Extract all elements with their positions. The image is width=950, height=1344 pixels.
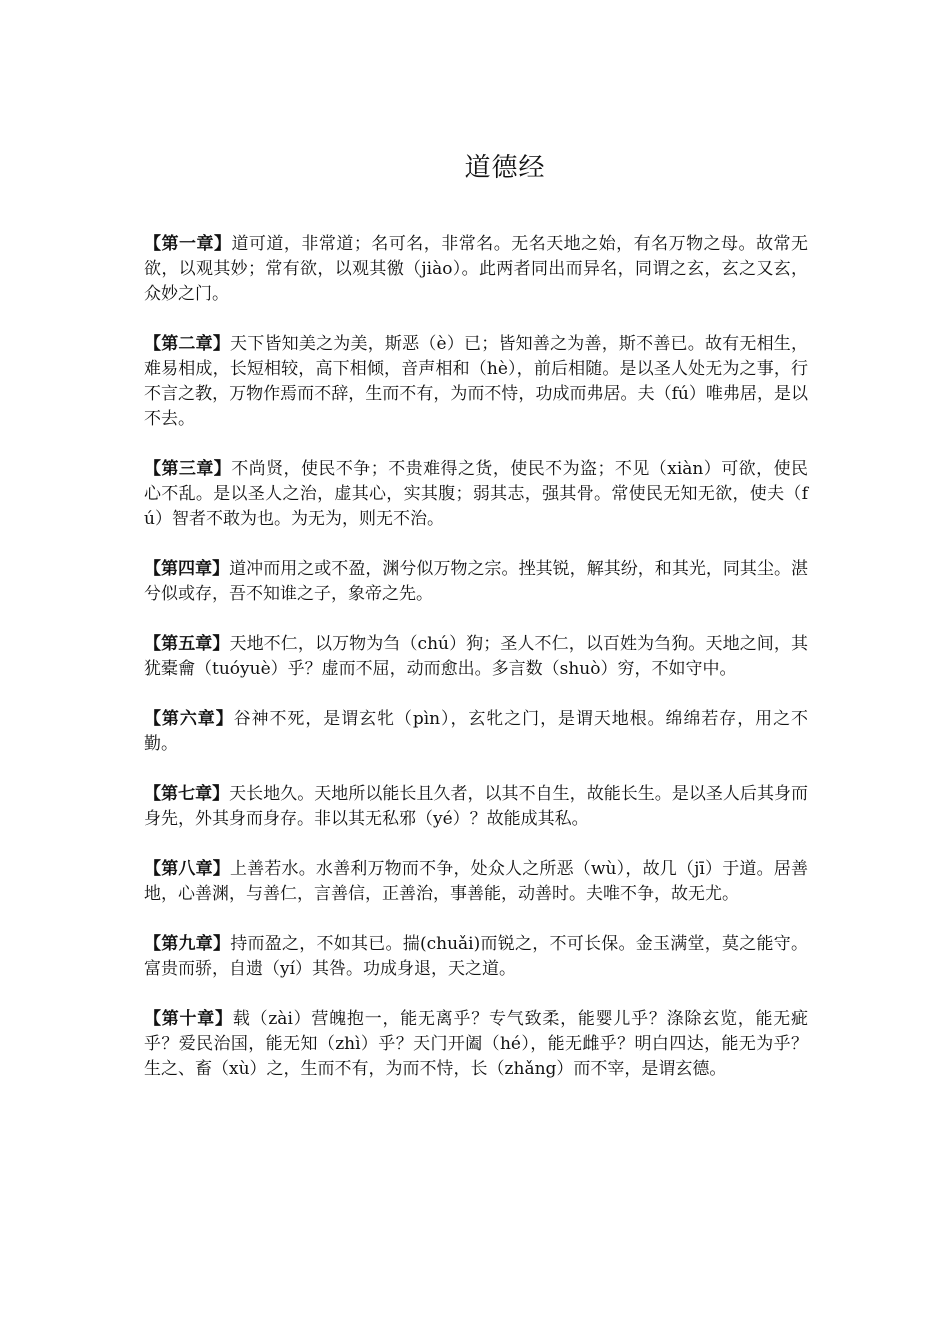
- chapter-text: 天长地久。天地所以能长且久者，以其不自生，故能长生。是以圣人后其身而身先，外其身而身存。非以其无私邪（yé）？故能成其私。: [144, 784, 809, 829]
- chapter-text: 谷神不死，是谓玄牝（pìn），玄牝之门，是谓天地根。绵绵若存，用之不勤。: [144, 709, 808, 754]
- chapter-label: 【第八章】: [144, 859, 230, 879]
- chapter-label: 【第五章】: [144, 634, 230, 654]
- chapter-label: 【第九章】: [144, 934, 231, 954]
- chapter-2: [144, 332, 808, 432]
- chapter-6: [144, 707, 808, 757]
- chapter-7: [144, 782, 808, 832]
- chapter-5: [144, 632, 808, 682]
- chapter-8: [144, 857, 808, 907]
- chapter-text: 持而盈之，不如其已。揣(chuǎi)而锐之，不可长保。金玉满堂，莫之能守。富贵而骄，自遗（yí）其咎。功成身退，天之道。: [144, 934, 808, 979]
- chapter-text: 上善若水。水善利万物而不争，处众人之所恶（wù），故几（jī）于道。居善地，心善渊，与善仁，言善信，正善治，事善能，动善时。夫唯不争，故无尤。: [144, 859, 808, 904]
- chapter-label: 【第一章】: [144, 234, 232, 254]
- chapter-text: 天地不仁，以万物为刍（chú）狗；圣人不仁，以百姓为刍狗。天地之间，其犹橐龠（tuóyuè）乎？虚而不屈，动而愈出。多言数（shuò）穷，不如守中。: [144, 634, 808, 679]
- chapter-text: 不尚贤，使民不争；不贵难得之货，使民不为盗；不见（xiàn）可欲，使民心不乱。是以圣人之治，虚其心，实其腹；弱其志，强其骨。常使民无知无欲，使夫（fú）智者不敢为也。为无为，则无不治。: [144, 459, 809, 529]
- chapter-9: [144, 932, 808, 982]
- document-body: [144, 232, 808, 1107]
- chapter-text: 载（zài）营魄抱一，能无离乎？专气致柔，能婴儿乎？涤除玄览，能无疵乎？爱民治国，能无知（zhì）乎？天门开阖（hé），能无雌乎？明白四达，能无为乎？生之、畜（xù）之，生而不有，为而不恃，长（zhǎng）而不宰，是谓玄德。: [144, 1009, 809, 1079]
- document-title: 道德经: [464, 153, 546, 183]
- chapter-10: [144, 1007, 808, 1082]
- chapter-label: 【第三章】: [144, 459, 232, 479]
- chapter-4: [144, 557, 808, 607]
- chapter-label: 【第四章】: [144, 559, 230, 579]
- chapter-text: 道冲而用之或不盈，渊兮似万物之宗。挫其锐，解其纷，和其光，同其尘。湛兮似或存，吾不知谁之子，象帝之先。: [144, 559, 809, 604]
- chapter-text: 道可道，非常道；名可名，非常名。无名天地之始，有名万物之母。故常无欲，以观其妙；常有欲，以观其徼（jiào）。此两者同出而异名，同谓之玄，玄之又玄，众妙之门。: [144, 234, 809, 304]
- chapter-label: 【第十章】: [144, 1009, 233, 1029]
- chapter-label: 【第二章】: [144, 334, 231, 354]
- chapter-3: [144, 457, 808, 532]
- chapter-label: 【第七章】: [144, 784, 230, 804]
- chapter-label: 【第六章】: [144, 709, 234, 729]
- chapter-text: 天下皆知美之为美，斯恶（è）已；皆知善之为善，斯不善已。故有无相生，难易相成，长短相较，高下相倾，音声相和（hè），前后相随。是以圣人处无为之事，行不言之教，万物作焉而不辞，生而不有，为而不恃，功成而弗居。夫（fú）唯弗居，是以不去。: [144, 334, 808, 429]
- chapter-1: [144, 232, 808, 307]
